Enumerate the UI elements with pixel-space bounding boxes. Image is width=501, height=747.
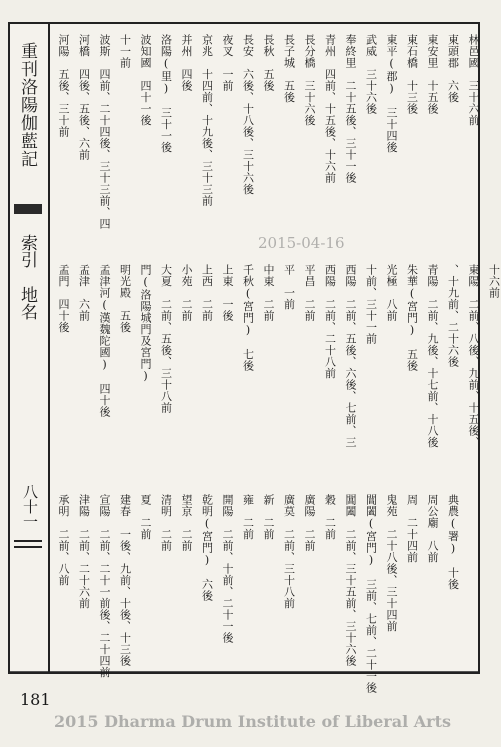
index-entry: 建春 一後、九前、十後、十三後 bbox=[118, 494, 132, 667]
index-entry: 十一前 bbox=[118, 34, 132, 69]
index-entry: 周公廟 八前 bbox=[426, 494, 439, 563]
index-entry: 周 二十四前 bbox=[405, 494, 419, 563]
index-entry: 青陽 二前、九後、十七前、十八後 bbox=[426, 264, 439, 448]
index-entry: 東陽 二前、八後、九前、十五後、 bbox=[467, 264, 480, 448]
index-entry: 河橋 四後、五後、六前 bbox=[77, 34, 91, 161]
credit-watermark: 2015 Dharma Drum Institute of Liberal Arts bbox=[54, 712, 451, 731]
page-number-chinese: 八十一 bbox=[21, 484, 39, 529]
index-entry: 門(洛陽城門及宮門) bbox=[139, 264, 152, 383]
index-entry: 望京 二前 bbox=[180, 494, 193, 552]
index-entry: 千秋(宮門) 七後 bbox=[241, 264, 255, 372]
index-entry: 長分橋 三十六後 bbox=[303, 34, 316, 126]
section-title: 索引 bbox=[17, 234, 37, 268]
index-entry: 廣陽 二前 bbox=[303, 494, 316, 552]
index-entry: 東安里 十五後 bbox=[426, 34, 439, 115]
index-entry: 西陽 二前、二十八前 bbox=[323, 264, 337, 379]
index-entry: 中東 二前 bbox=[262, 264, 275, 322]
index-entry: 河陽 五後、三十前 bbox=[57, 34, 70, 138]
index-entry: 洛陽(里) 三十一後 bbox=[159, 34, 173, 153]
index-entry: 長安 六後、十八後、三十六後 bbox=[241, 34, 255, 195]
index-entry: 上西 二前 bbox=[200, 264, 214, 322]
index-entry: 林邑國 三十六前 bbox=[467, 34, 480, 126]
column-rule bbox=[14, 540, 42, 542]
index-entry: 宣陽 二前、二十一前後、二十四前 bbox=[98, 494, 111, 678]
index-entry: 穀 二前 bbox=[323, 494, 337, 540]
index-entry: 廣莫 二前、三十八前 bbox=[282, 494, 296, 609]
index-entry: 閶闔(宮門) 三前、七前、二十一後 bbox=[364, 494, 378, 694]
index-entry: 大夏 二前、五後、三十八前 bbox=[159, 264, 173, 414]
column-rule bbox=[14, 546, 42, 548]
index-entry: 十前、三十一前 bbox=[364, 264, 378, 345]
index-entry: 閶闔 二前、三十五前、三十六後 bbox=[344, 494, 357, 667]
index-entry: 朱華(宮門) 五後 bbox=[405, 264, 419, 372]
fishtail-mark bbox=[14, 204, 42, 214]
index-entry: 十六前 bbox=[487, 264, 501, 299]
index-entry: 上東 一後 bbox=[221, 264, 234, 322]
index-entry: 西陽 二前、五後、六後、七前、三 bbox=[344, 264, 357, 448]
index-entry: 東石橋 十三後 bbox=[405, 34, 419, 115]
section-subtitle: 地名 bbox=[17, 286, 37, 320]
book-title: 重刊洛陽伽藍記 bbox=[17, 42, 37, 168]
index-entry: 清明 二前 bbox=[159, 494, 173, 552]
index-entry: 津陽 二前、二十六前 bbox=[77, 494, 91, 609]
page-frame bbox=[8, 22, 501, 694]
index-entry: 光極 八前 bbox=[385, 264, 398, 322]
index-entry: 明光殿 五後 bbox=[118, 264, 132, 333]
index-entry: 孟門 四十後 bbox=[57, 264, 70, 333]
index-entry: 乾明(宮門) 六後 bbox=[200, 494, 214, 602]
index-entry: 平 一前 bbox=[282, 264, 296, 310]
index-entry: 小苑 二前 bbox=[180, 264, 193, 322]
index-entry: 雍 二前 bbox=[241, 494, 255, 540]
index-entry: 鬼苑 二十八後、三十四前 bbox=[385, 494, 398, 632]
index-entry: 承明 二前、八前 bbox=[57, 494, 70, 586]
index-entry: 京兆 十四前、十九後、三十三前 bbox=[200, 34, 214, 207]
title-column bbox=[10, 24, 50, 672]
index-entry: 波知國 四十一後 bbox=[139, 34, 152, 126]
index-entry: 青州 四前、十五後、十六前 bbox=[323, 34, 337, 184]
index-entry: 并州 四後 bbox=[180, 34, 193, 92]
index-entry: 長秋 五後 bbox=[262, 34, 275, 92]
index-entry: 夜叉 一前 bbox=[221, 34, 234, 92]
date-watermark: 2015-04-16 bbox=[258, 234, 345, 252]
index-entry: 奉終里 二十五後、三十一後 bbox=[344, 34, 357, 184]
index-entry: 武威 三十六後 bbox=[364, 34, 378, 115]
index-entry: 夏 二前 bbox=[139, 494, 152, 540]
index-entry: 、十九前、二十六後 bbox=[446, 264, 460, 368]
index-entry: 孟津河(漢魏陀國) 四十後 bbox=[98, 264, 111, 418]
index-entry: 典農(署) 十後 bbox=[446, 494, 460, 590]
index-entry: 新 二前 bbox=[262, 494, 275, 540]
page-number: 181 bbox=[20, 690, 51, 709]
index-entry: 波斯 四前、二十四後、三十三前、四 bbox=[98, 34, 111, 230]
index-entry: 孟津 六前 bbox=[77, 264, 91, 322]
index-entry: 東平(郡) 三十四後 bbox=[385, 34, 398, 153]
index-entry: 長子城 五後 bbox=[282, 34, 296, 103]
index-entry: 開陽 二前、十前、二十一後 bbox=[221, 494, 234, 644]
index-entry: 東頭郡 六後 bbox=[446, 34, 460, 103]
index-entry: 平昌 二前 bbox=[303, 264, 316, 322]
